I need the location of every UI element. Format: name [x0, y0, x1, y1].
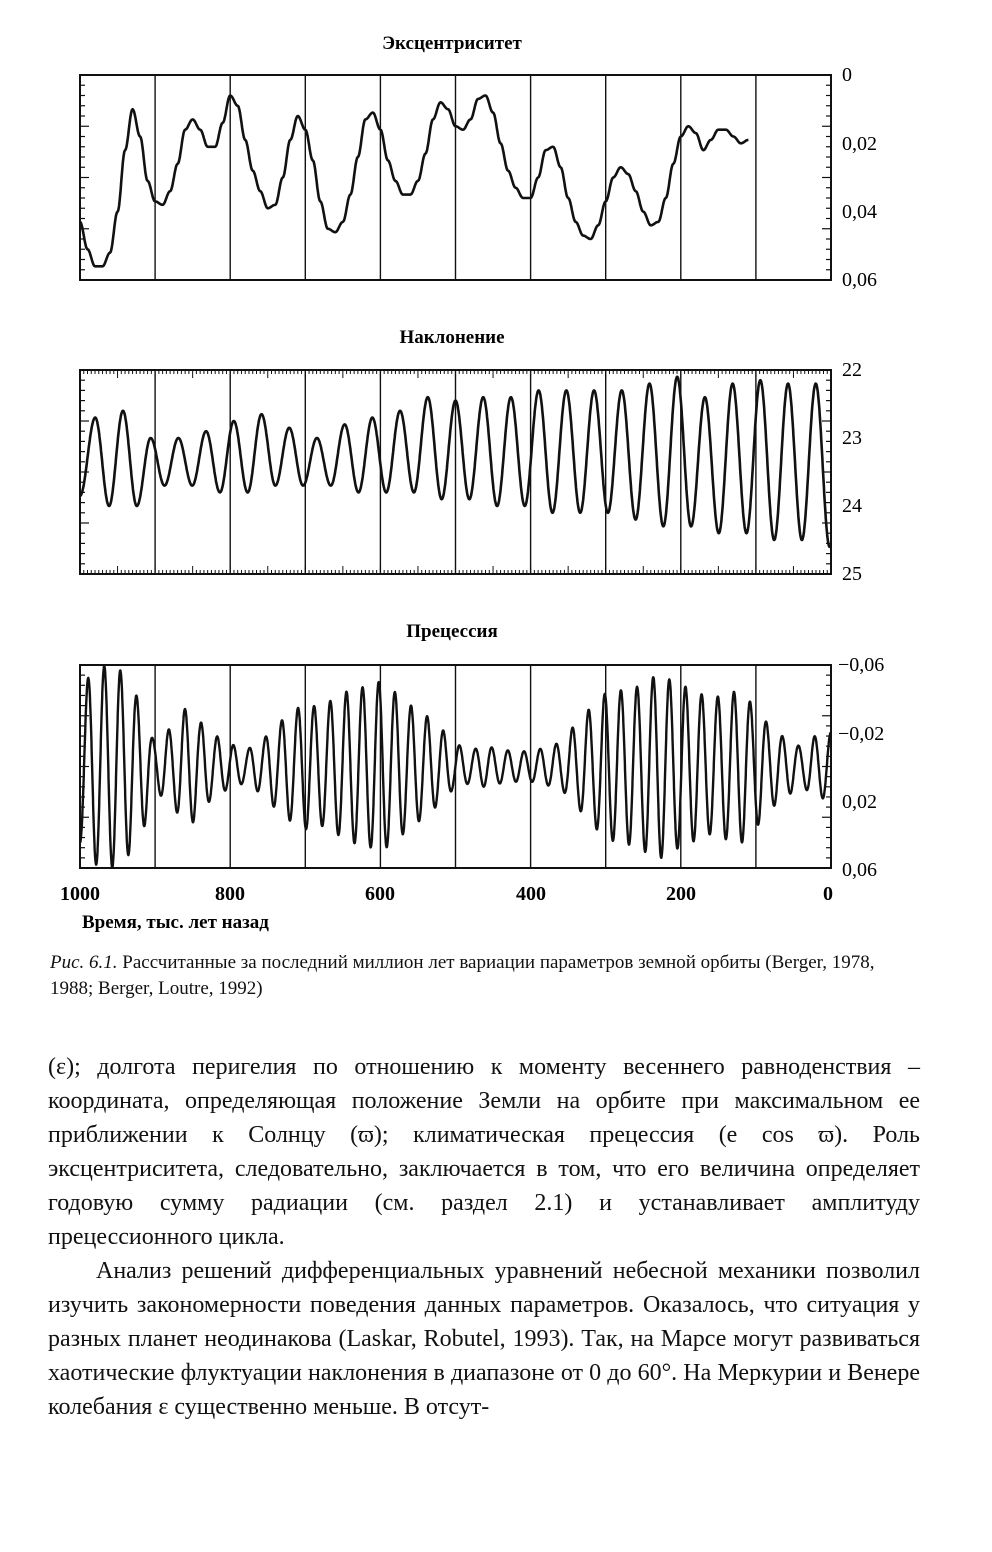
eccentricity-line	[80, 96, 748, 267]
eccentricity-ytick-0: 0	[842, 64, 852, 86]
obliquity-title: Наклонение	[399, 327, 505, 348]
precession-ytick-2: 0,02	[842, 791, 877, 813]
caption-label: Рис. 6.1.	[50, 952, 118, 973]
xtick-600: 600	[365, 883, 395, 905]
xtick-0: 0	[823, 883, 833, 905]
eccentricity-ytick-2: 0,04	[842, 201, 877, 223]
precession-panel	[80, 621, 884, 881]
xtick-1000: 1000	[60, 883, 100, 905]
obliquity-ytick-2: 24	[842, 495, 862, 517]
paragraph-2: Анализ решений дифференциальных уравнений небесной механики позволил изучить закономерности поведения данных параметров. Оказалось, что ситуация у разных планет неодинакова (Laskar, Robutel, 1993). Так, на Марсе могут развиваться хаотические флуктуации наклонения в диапазоне от 0 до 60°. На Меркурии и Венере колебания ε существенно меньше. В отсут-	[48, 1258, 920, 1420]
precession-title: Прецессия	[406, 621, 498, 642]
xtick-200: 200	[666, 883, 696, 905]
xtick-400: 400	[516, 883, 546, 905]
obliquity-ytick-1: 23	[842, 427, 862, 449]
eccentricity-ytick-3: 0,06	[842, 269, 877, 291]
precession-ytick-0: −0,06	[838, 654, 885, 676]
x-axis-label: Время, тыс. лет назад	[82, 912, 269, 933]
obliquity-ytick-0: 22	[842, 359, 862, 381]
obliquity-panel	[80, 327, 862, 585]
figure-caption	[50, 950, 920, 1002]
caption-text: Рассчитанные за последний миллион лет вариации параметров земной орбиты (Berger, 1978, 1988; Berger, Loutre, 1992)	[50, 952, 875, 999]
eccentricity-title: Эксцентриситет	[382, 33, 522, 54]
paragraph-1: (ε); долгота перигелия по отношению к моменту весеннего равноденствия – координата, определяющая положение Земли на орбите при максимальном ее приближении к Солнцу (ϖ); климатическая прецессия (e cos ϖ). Роль эксцентриситета, следовательно, заключается в том, что его величина определяет годовую сумму радиации (см. раздел 2.1) и устанавливает амплитуду прецессионного цикла.	[48, 1054, 920, 1250]
precession-ytick-3: 0,06	[842, 859, 877, 881]
eccentricity-gridlines	[155, 75, 756, 280]
body-text	[48, 1050, 920, 1424]
xtick-800: 800	[215, 883, 245, 905]
eccentricity-ytick-1: 0,02	[842, 133, 877, 155]
eccentricity-panel	[80, 33, 877, 291]
obliquity-ytick-3: 25	[842, 563, 862, 585]
eccentricity-series	[80, 96, 748, 267]
precession-ytick-1: −0,02	[838, 723, 885, 745]
